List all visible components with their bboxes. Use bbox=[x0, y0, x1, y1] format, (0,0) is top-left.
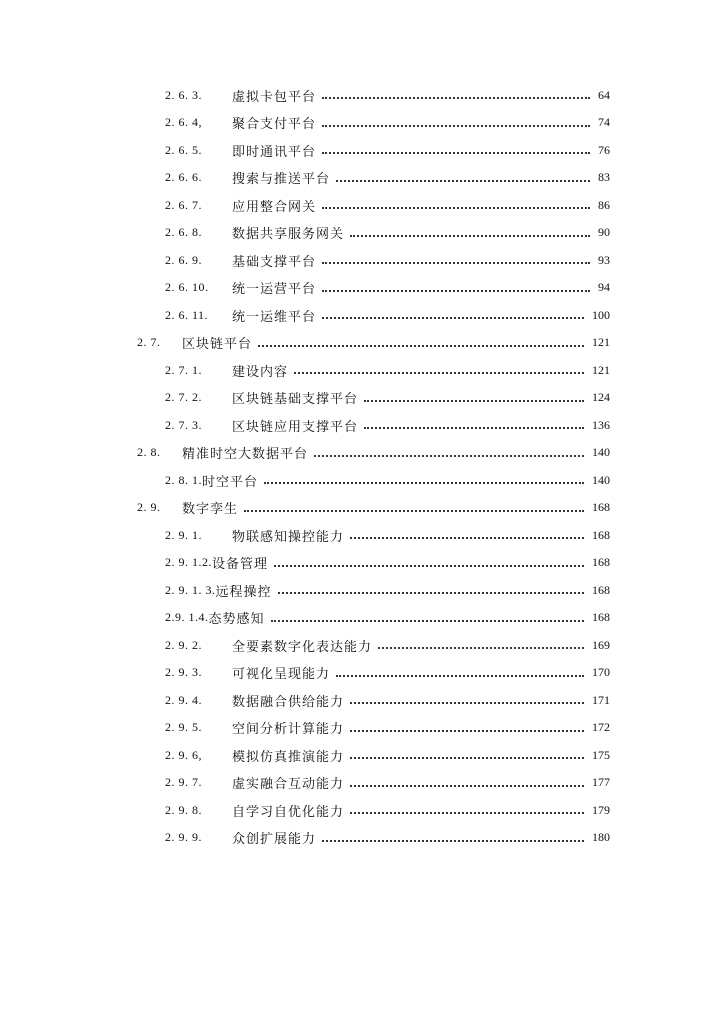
toc-entry-number: 2. 9. 5. bbox=[165, 720, 202, 734]
toc-entry-title: 聚合支付平台 bbox=[232, 117, 317, 132]
toc-entry-title: 设备管理 bbox=[212, 557, 269, 572]
toc-entry-number: 2. 9. 4. bbox=[165, 692, 202, 707]
toc-entry-number: 2. 9. 3. bbox=[165, 665, 202, 679]
toc-leader-dots bbox=[244, 510, 584, 512]
toc-entry[interactable] bbox=[165, 744, 610, 766]
toc-entry-page: 136 bbox=[592, 417, 610, 432]
toc-entry[interactable] bbox=[165, 139, 610, 161]
toc-entry[interactable] bbox=[165, 249, 610, 271]
toc-leader-dots bbox=[378, 647, 584, 649]
toc-entry-number: 2. 9. 9. bbox=[165, 830, 202, 844]
toc-entry[interactable] bbox=[137, 332, 610, 354]
toc-entry-number: 2. 6. 10. bbox=[165, 280, 209, 294]
toc-entry-number: 2. 6. 11. bbox=[165, 307, 209, 322]
toc-leader-dots bbox=[322, 207, 590, 209]
toc-entry-title: 数字孪生 bbox=[182, 502, 239, 517]
toc-entry-title: 众创扩展能力 bbox=[232, 832, 317, 847]
toc-entry-title: 时空平台 bbox=[202, 474, 259, 490]
toc-entry[interactable] bbox=[165, 469, 610, 491]
toc-entry-number: 2. 7. 1. bbox=[165, 362, 202, 377]
toc-entry[interactable] bbox=[165, 222, 610, 244]
toc-entry-number: 2. 8. 1. bbox=[165, 472, 202, 487]
toc-leader-dots bbox=[336, 675, 584, 677]
toc-leader-dots bbox=[278, 592, 584, 594]
toc-entry-page: 124 bbox=[592, 390, 610, 404]
toc-leader-dots bbox=[322, 840, 584, 842]
toc-entry-page: 180 bbox=[592, 830, 610, 844]
toc-entry-page: 90 bbox=[598, 225, 610, 239]
toc-entry-number: 2. 9. 1. bbox=[165, 527, 202, 542]
toc-entry-page: 76 bbox=[598, 142, 610, 157]
toc-entry-title: 建设内容 bbox=[232, 364, 289, 380]
toc-entry-page: 172 bbox=[592, 720, 610, 734]
toc-entry-title: 即时通讯平台 bbox=[232, 144, 317, 160]
toc-entry[interactable] bbox=[165, 634, 610, 656]
toc-entry-title: 物联感知操控能力 bbox=[232, 529, 345, 545]
toc-entry-title: 自学习自优化能力 bbox=[232, 804, 345, 820]
toc-entry-page: 175 bbox=[592, 747, 610, 762]
toc-entry[interactable] bbox=[165, 84, 610, 106]
toc-leader-dots bbox=[364, 400, 584, 402]
toc-entry[interactable] bbox=[165, 799, 610, 821]
toc-entry[interactable] bbox=[137, 497, 610, 519]
toc-entry-page: 140 bbox=[592, 472, 610, 487]
toc-entry[interactable] bbox=[165, 607, 610, 629]
toc-entry-page: 168 bbox=[592, 500, 610, 514]
toc-entry[interactable] bbox=[165, 359, 610, 381]
toc-entry-title: 统一运维平台 bbox=[232, 309, 317, 325]
toc-entry[interactable] bbox=[165, 167, 610, 189]
toc-entry[interactable] bbox=[165, 414, 610, 436]
toc-leader-dots bbox=[264, 482, 584, 484]
toc-entry-title: 应用整合网关 bbox=[232, 199, 317, 215]
toc-entry-page: 168 bbox=[592, 527, 610, 542]
toc-entry-number: 2. 9. 2. bbox=[165, 637, 202, 652]
toc-leader-dots bbox=[350, 537, 584, 539]
toc-entry-page: 179 bbox=[592, 802, 610, 817]
toc-entry-title: 远程操控 bbox=[215, 584, 272, 600]
toc-entry-page: 177 bbox=[592, 775, 610, 789]
toc-entry-page: 86 bbox=[598, 197, 610, 212]
toc-entry-number: 2. 8. bbox=[137, 445, 161, 459]
toc-leader-dots bbox=[350, 785, 584, 787]
toc-entry-page: 171 bbox=[592, 692, 610, 707]
toc-entry-number: 2. 7. 2. bbox=[165, 390, 202, 404]
toc-entry-title: 区块链基础支撑平台 bbox=[232, 392, 359, 407]
toc-entry-title: 模拟仿真推演能力 bbox=[232, 749, 345, 765]
toc-entry-title: 搜索与推送平台 bbox=[232, 172, 331, 187]
toc-entry-number: 2. 9. 1. 3. bbox=[165, 582, 216, 597]
toc-entry[interactable] bbox=[165, 552, 610, 574]
toc-entry[interactable] bbox=[165, 579, 610, 601]
toc-entry-page: 74 bbox=[598, 115, 610, 129]
toc-entry-number: 2. 9. 7. bbox=[165, 775, 202, 789]
toc-entry-number: 2. 6. 9. bbox=[165, 252, 202, 267]
toc-entry-title: 虚实融合互动能力 bbox=[232, 777, 345, 792]
toc-entry-title: 精准时空大数据平台 bbox=[182, 447, 309, 462]
toc-entry[interactable] bbox=[165, 827, 610, 849]
toc-leader-dots bbox=[322, 125, 590, 127]
toc-leader-dots bbox=[350, 812, 584, 814]
toc-entry-page: 64 bbox=[598, 87, 610, 102]
toc-entry-title: 数据融合供给能力 bbox=[232, 694, 345, 710]
toc-leader-dots bbox=[271, 620, 584, 622]
toc-entry[interactable] bbox=[165, 112, 610, 134]
toc-entry-number: 2. 6. 8. bbox=[165, 225, 202, 239]
toc-entry-title: 基础支撑平台 bbox=[232, 254, 317, 270]
toc-entry-number: 2. 7. 3. bbox=[165, 417, 202, 432]
toc-entry-number: 2. 6. 7. bbox=[165, 197, 202, 212]
toc-entry-page: 169 bbox=[592, 637, 610, 652]
toc-entry-title: 统一运营平台 bbox=[232, 282, 317, 297]
toc-entry-title: 全要素数字化表达能力 bbox=[232, 639, 373, 655]
toc-leader-dots bbox=[322, 290, 590, 292]
toc-entry-title: 区块链平台 bbox=[182, 337, 253, 352]
toc-entry[interactable] bbox=[165, 689, 610, 711]
toc-entry-page: 168 bbox=[592, 610, 610, 624]
toc-entry-number: 2. 9. 8. bbox=[165, 802, 202, 817]
toc-entry-title: 态势感知 bbox=[208, 612, 265, 627]
toc-leader-dots bbox=[258, 345, 584, 347]
toc-entry[interactable] bbox=[165, 194, 610, 216]
toc-leader-dots bbox=[350, 235, 590, 237]
toc-leader-dots bbox=[350, 702, 584, 704]
toc-entry-number: 2. 9. 6, bbox=[165, 747, 202, 762]
toc-entry[interactable] bbox=[165, 387, 610, 409]
toc-entry[interactable] bbox=[165, 524, 610, 546]
toc-entry[interactable] bbox=[165, 772, 610, 794]
toc-leader-dots bbox=[322, 317, 584, 319]
toc-entry-page: 170 bbox=[592, 665, 610, 679]
toc-leader-dots bbox=[322, 97, 590, 99]
toc-entry-page: 168 bbox=[592, 582, 610, 597]
toc-entry-page: 94 bbox=[598, 280, 610, 294]
toc-entry-title: 空间分析计算能力 bbox=[232, 722, 345, 737]
toc-entry-page: 100 bbox=[592, 307, 610, 322]
toc-entry-number: 2. 6. 3. bbox=[165, 87, 202, 102]
toc-entry[interactable] bbox=[165, 277, 610, 299]
toc-leader-dots bbox=[350, 730, 584, 732]
toc-leader-dots bbox=[322, 262, 590, 264]
toc-entry-number: 2. 7. bbox=[137, 335, 161, 349]
toc-entry-number: 2.9. 1.4. bbox=[165, 610, 209, 624]
toc-leader-dots bbox=[364, 427, 584, 429]
toc-entry-page: 121 bbox=[592, 335, 610, 349]
toc-entry-page: 140 bbox=[592, 445, 610, 459]
toc-entry-number: 2. 6. 6. bbox=[165, 170, 202, 184]
toc-entry[interactable] bbox=[137, 442, 610, 464]
toc-leader-dots bbox=[294, 372, 584, 374]
toc-leader-dots bbox=[274, 565, 584, 567]
toc-entry-page: 168 bbox=[592, 555, 610, 569]
toc-entry[interactable] bbox=[165, 304, 610, 326]
toc-leader-dots bbox=[350, 757, 584, 759]
toc-entry-page: 93 bbox=[598, 252, 610, 267]
toc-leader-dots bbox=[314, 455, 584, 457]
toc-entry-number: 2. 6. 5. bbox=[165, 142, 202, 157]
toc-entry-number: 2. 9. 1.2. bbox=[165, 555, 212, 569]
toc-entry-title: 数据共享服务网关 bbox=[232, 227, 345, 242]
toc-leader-dots bbox=[322, 152, 590, 154]
toc-entry-page: 121 bbox=[592, 362, 610, 377]
toc-entry-page: 83 bbox=[598, 170, 610, 184]
toc-entry-title: 区块链应用支撑平台 bbox=[232, 419, 359, 435]
toc-entry[interactable] bbox=[165, 717, 610, 739]
toc-entry[interactable] bbox=[165, 662, 610, 684]
toc-entry-title: 可视化呈现能力 bbox=[232, 667, 331, 682]
toc-entry-number: 2. 9. bbox=[137, 500, 161, 514]
toc-entry-title: 虚拟卡包平台 bbox=[232, 89, 317, 105]
toc-leader-dots bbox=[336, 180, 590, 182]
toc-entry-number: 2. 6. 4, bbox=[165, 115, 202, 129]
